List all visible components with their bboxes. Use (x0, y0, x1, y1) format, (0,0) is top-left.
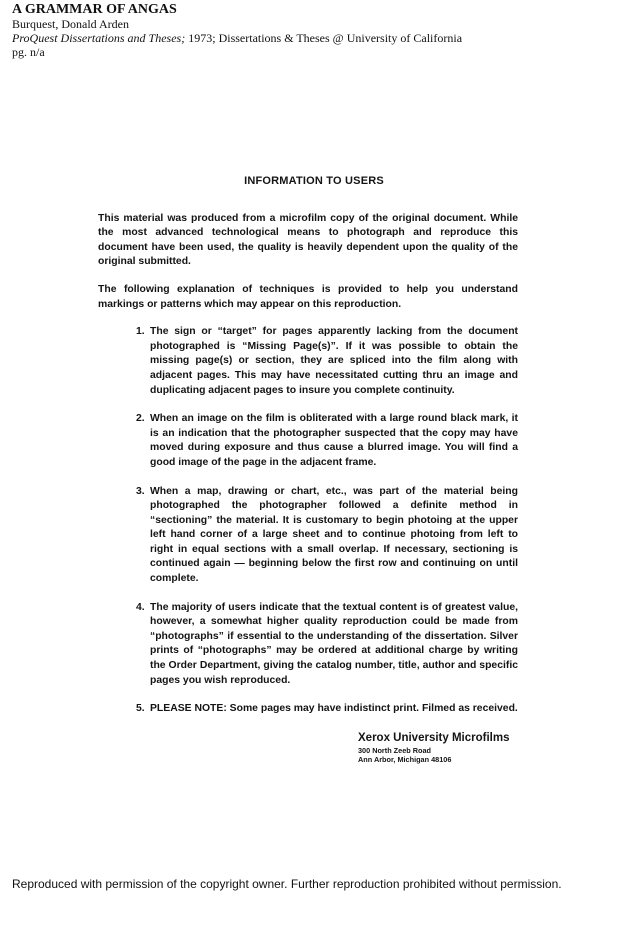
item-text: When a map, drawing or chart, etc., was part of the material being photographed the photographer followed a definite method in “sectioning” the material. It is customary to begin photoing at the upper left hand corner of a large sheet and to continue photoing from left to right in equal sections with a small overlap. If necessary, sectioning is continued again — beginning below the first row and continuing on until complete. (150, 485, 518, 585)
scanned-page (98, 150, 518, 765)
item-text: The sign or “target” for pages apparently lacking from the document photographed is “Missing Page(s)”. If it was possible to obtain the missing page(s) or section, they are spliced into the film along with adjacent pages. This may have necessitated cutting thru an image and duplicating adjacent pages to insure you complete continuity. (150, 326, 518, 396)
document-title: A GRAMMAR OF ANGAS (12, 2, 177, 17)
citation-header (12, 2, 612, 59)
item-text: The majority of users indicate that the textual content is of greatest value, however, a somewhat higher quality reproduction could be made from “photographs” if essential to the understanding of the dissertation. Silver prints of “photographs” may be ordered at additional charge by writing the Order Department, giving the catalog number, title, author and specific pages you wish reproduced. (150, 601, 518, 686)
intro-paragraph: This material was produced from a microfilm copy of the original document. While the most advanced technological means to photograph and reproduce this document have been used, the quality is heavily dependent upon the quality of the original submitted. (98, 212, 518, 268)
publisher-block (358, 731, 518, 765)
item-number: 2. (136, 413, 145, 425)
item-number: 1. (136, 326, 145, 338)
explanation-paragraph: The following explanation of techniques is provided to help you understand markings or patterns which may appear on this reproduction. (98, 283, 518, 310)
publication-info (12, 31, 612, 45)
page-number: pg. n/a (12, 45, 45, 59)
list-item (136, 702, 518, 717)
list-item (136, 601, 518, 689)
technique-list (98, 325, 518, 717)
list-item (136, 412, 518, 470)
info-heading: INFORMATION TO USERS (244, 175, 384, 187)
company-name: Xerox University Microfilms (358, 731, 510, 744)
copyright-footer: Reproduced with permission of the copyright owner. Further reproduction prohibited without permission. (12, 877, 562, 891)
list-item (136, 325, 518, 398)
list-item (136, 485, 518, 587)
item-number: 3. (136, 485, 145, 497)
author: Burquest, Donald Arden (12, 17, 129, 31)
address-line: Ann Arbor, Michigan 48106 (358, 755, 452, 765)
address-line: 300 North Zeeb Road (358, 745, 431, 755)
publication-name: ProQuest Dissertations and Theses; (12, 31, 186, 45)
item-number: 5. (136, 703, 145, 715)
item-text: When an image on the film is obliterated with a large round black mark, it is an indication that the photographer suspected that the copy may have moved during exposure and thus cause a blurred image. You will find a good image of the page in the adjacent frame. (150, 413, 518, 468)
publication-details: 1973; Dissertations & Theses @ University of California (185, 31, 463, 45)
item-number: 4. (136, 601, 145, 613)
item-text: PLEASE NOTE: Some pages may have indistinct print. Filmed as received. (150, 703, 518, 715)
